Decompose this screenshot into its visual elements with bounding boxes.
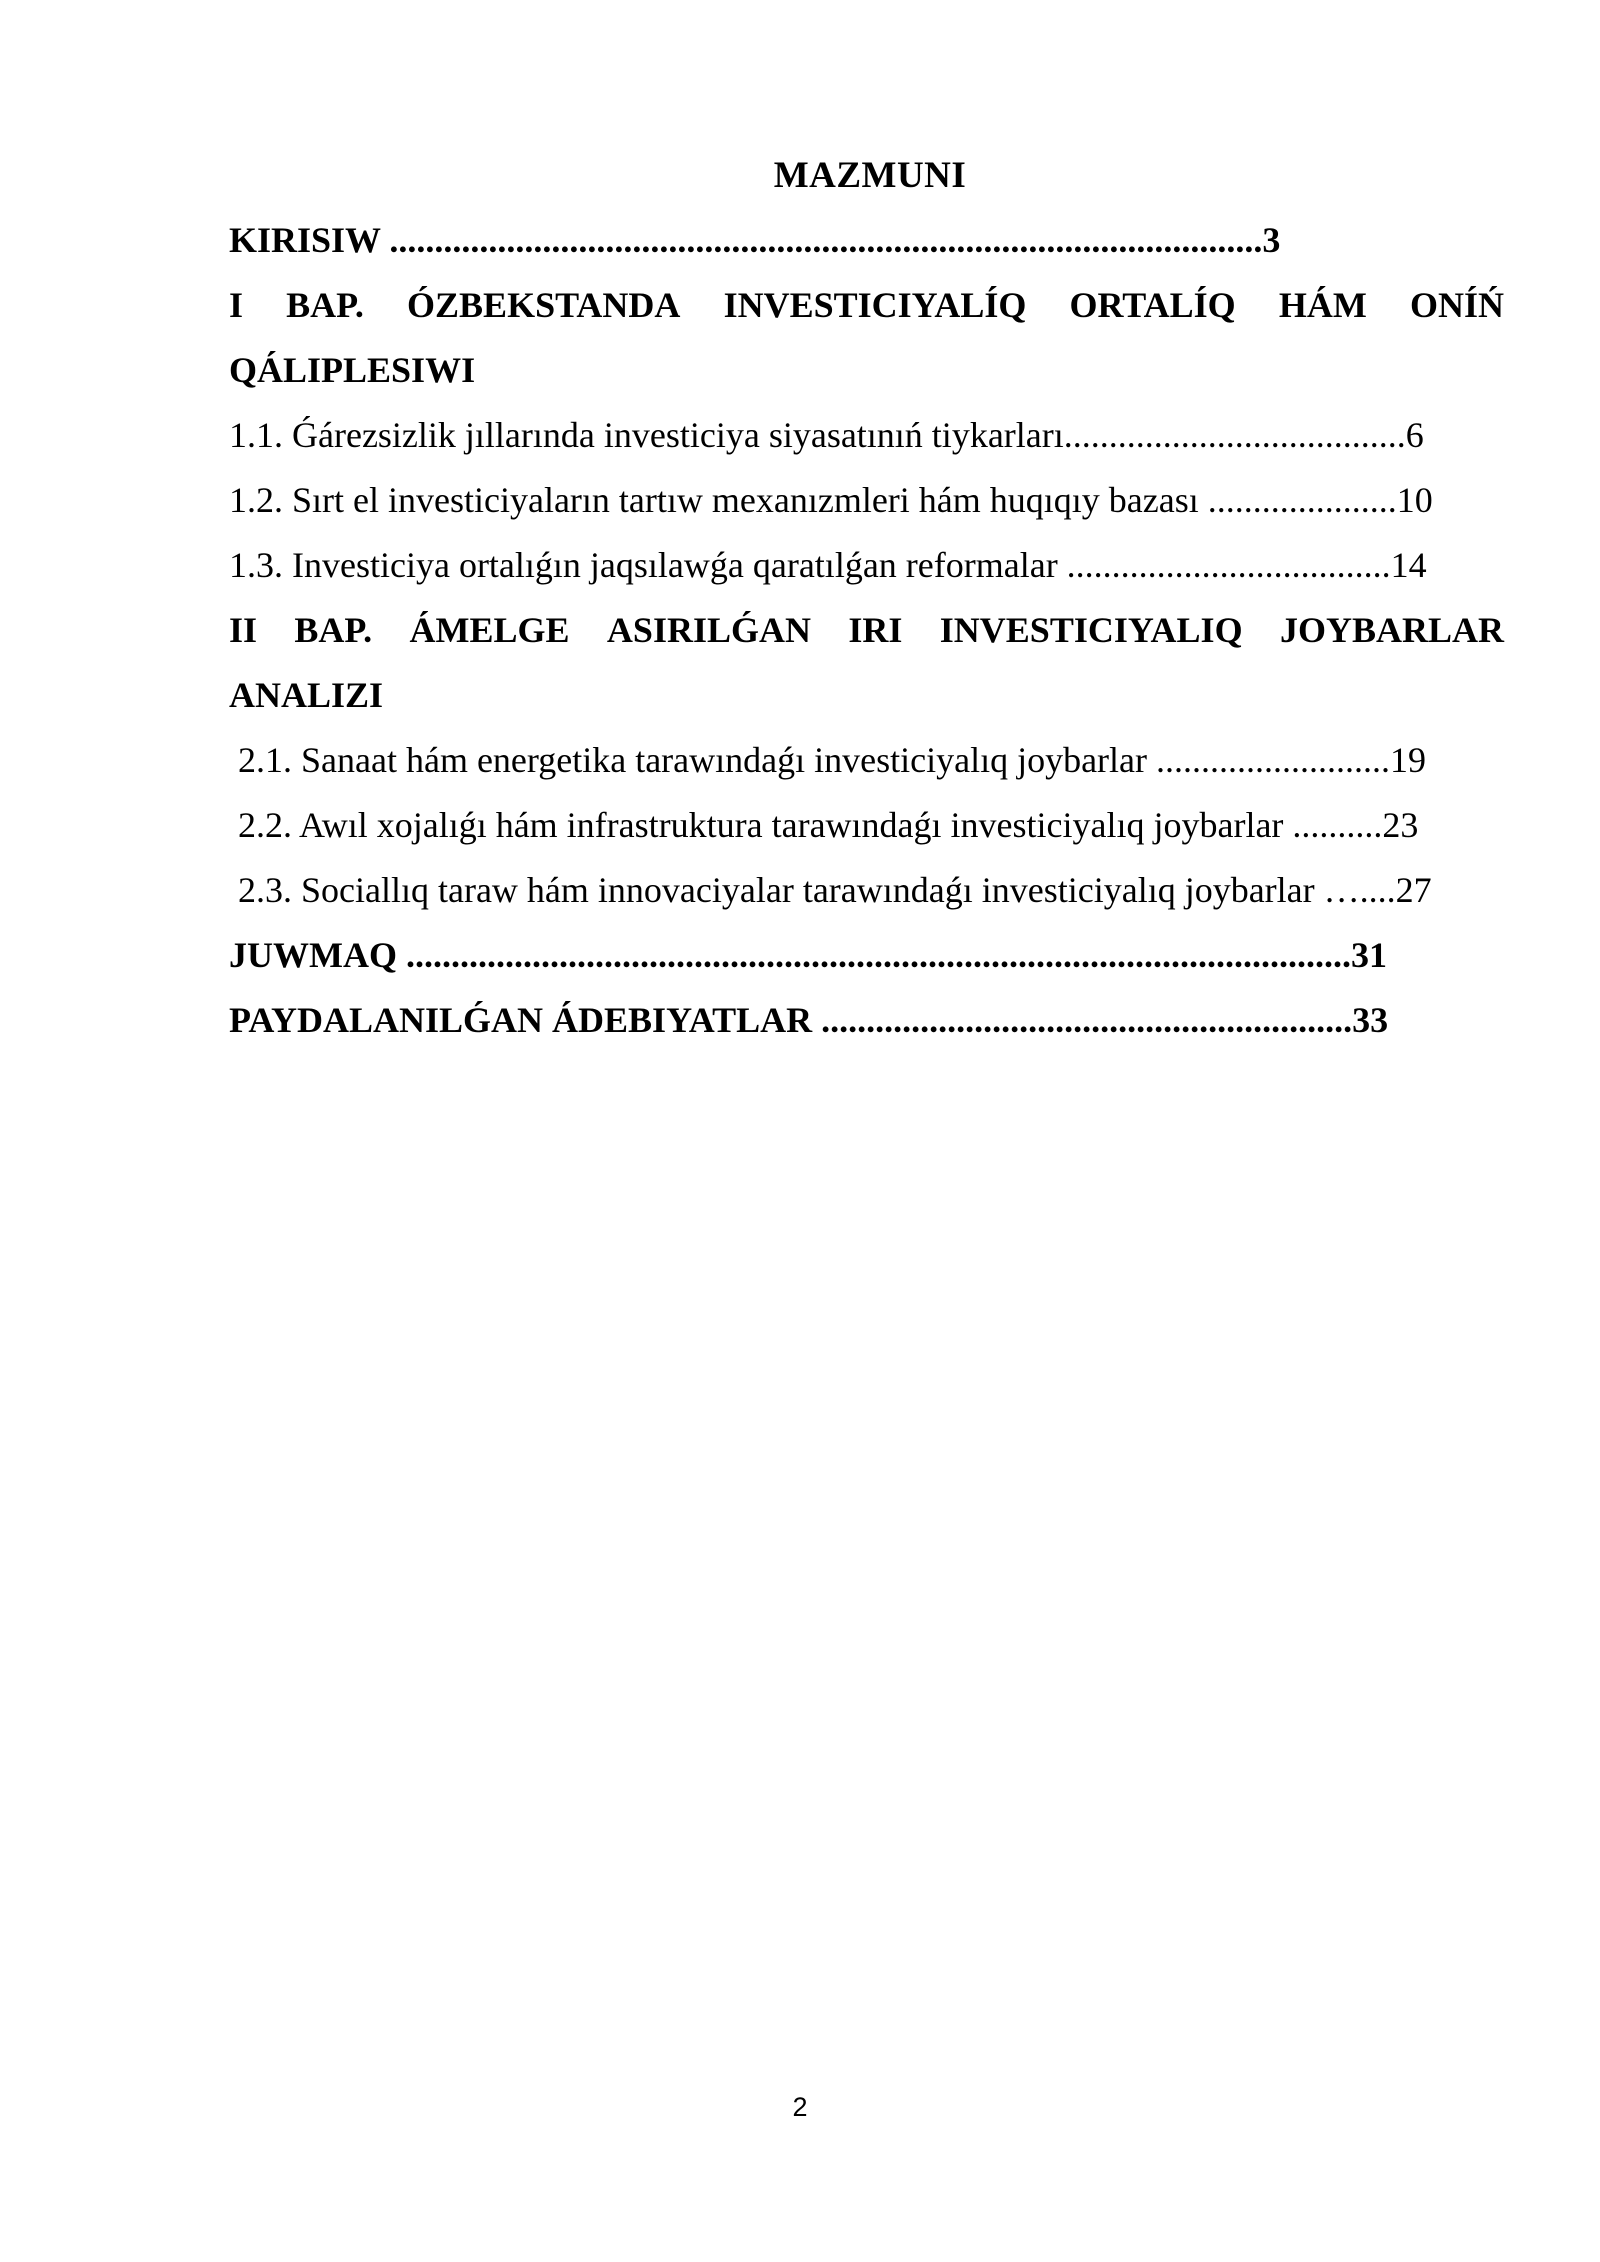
- table-of-contents: [229, 208, 1504, 1053]
- toc-entry-kirisiw[interactable]: KIRISIW .................................................................................................3: [229, 220, 1281, 260]
- chapter-2-word: INVESTICIYALIQ: [939, 610, 1243, 650]
- toc-entry-2-3[interactable]: 2.3. Sociallıq taraw hám innovaciyalar tarawındaǵı investiciyalıq joybarlar …....27: [238, 870, 1432, 910]
- toc-chapter-1-heading-line2[interactable]: QÁLIPLESIWI: [229, 350, 476, 390]
- chapter-1-word: INVESTICIYALÍQ: [723, 285, 1027, 325]
- chapter-2-word: JOYBARLAR: [1279, 610, 1504, 650]
- toc-title: MAZMUNI: [773, 155, 967, 196]
- chapter-2-word: II: [229, 610, 258, 650]
- toc-entry-2-1[interactable]: 2.1. Sanaat hám energetika tarawındaǵı investiciyalıq joybarlar ..........................19: [238, 740, 1427, 780]
- chapter-1-word: ORTALÍQ: [1069, 285, 1236, 325]
- chapter-1-word: BAP.: [286, 285, 364, 325]
- toc-entry-1-1[interactable]: 1.1. Ǵárezsizlik jıllarında investiciya siyasatınıń tiykarları......................................6: [229, 415, 1424, 455]
- chapter-2-word: ASIRILǴAN: [606, 610, 811, 650]
- toc-entry-juwmaq[interactable]: JUWMAQ .........................................................................................................31: [229, 935, 1387, 975]
- chapter-1-word: HÁM: [1278, 285, 1367, 325]
- page-number: 2: [792, 2092, 808, 2122]
- chapter-1-word: ÓZBEKSTANDA: [407, 285, 681, 325]
- chapter-1-word: I: [229, 285, 244, 325]
- toc-chapter-2-heading[interactable]: [229, 598, 1504, 663]
- chapter-2-word: ÁMELGE: [409, 610, 570, 650]
- toc-entry-2-2[interactable]: 2.2. Awıl xojalıǵı hám infrastruktura tarawındaǵı investiciyalıq joybarlar ..........23: [238, 805, 1419, 845]
- toc-entry-paydalanilgan-adebiyatlar[interactable]: PAYDALANILǴAN ÁDEBIYATLAR ...........................................................33: [229, 1000, 1389, 1040]
- toc-chapter-1-heading[interactable]: [229, 273, 1504, 338]
- chapter-1-word: ONÍŃ: [1409, 285, 1504, 325]
- chapter-2-word: BAP.: [294, 610, 373, 650]
- toc-chapter-2-heading-line2[interactable]: ANALIZI: [229, 675, 384, 715]
- toc-entry-1-3[interactable]: 1.3. Investiciya ortalıǵın jaqsılawǵa qaratılǵan reformalar ....................................14: [229, 545, 1427, 585]
- toc-entry-1-2[interactable]: 1.2. Sırt el investiciyaların tartıw mexanızmleri hám huqıqıy bazası .....................10: [229, 480, 1433, 520]
- chapter-2-word: IRI: [848, 610, 903, 650]
